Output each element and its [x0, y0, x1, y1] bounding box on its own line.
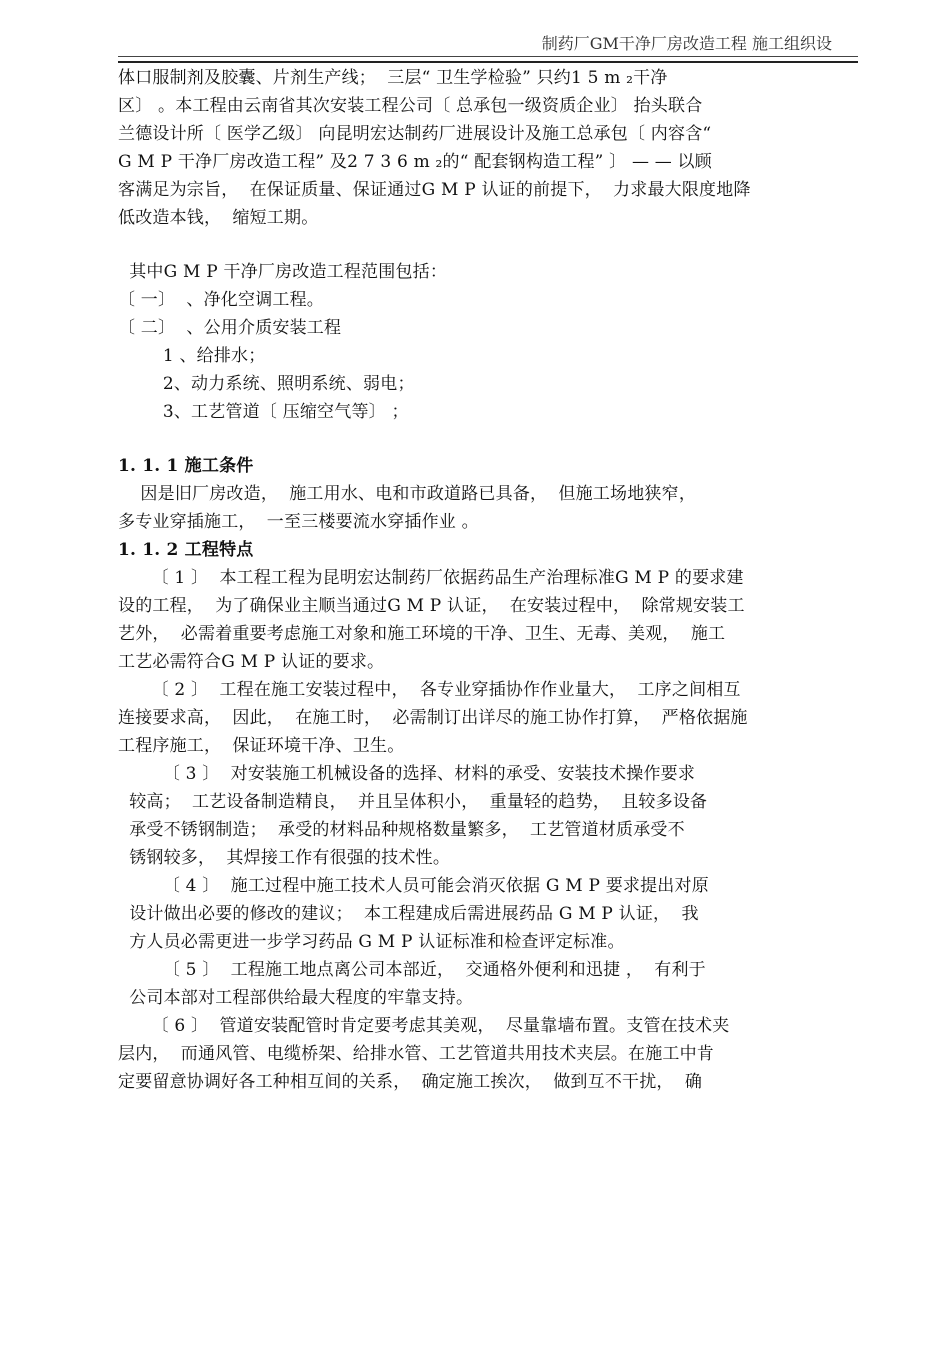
page-header — [0, 0, 950, 70]
paragraph-line: 层内， 而通风管、电缆桥架、给排水管、工艺管道共用技术夹层。在施工中肯 — [118, 1044, 715, 1064]
paragraph-line: 因是旧厂房改造， 施工用水、电和市政道路已具备， 但施工场地狭窄， — [118, 484, 697, 504]
scope-line: 〔 一〕 、净化空调工程。 — [118, 290, 325, 310]
scope-line: 其中G M P 干净厂房改造工程范围包括： — [118, 262, 448, 282]
paragraph-line: 〔 4 〕 施工过程中施工技术人员可能会消灭依据 G M P 要求提出对原 — [118, 876, 709, 896]
section-heading: 1. 1. 2 工程特点 — [118, 540, 254, 560]
header-title: 制药厂GM干净厂房改造工程 施工组织设 — [541, 34, 832, 53]
paragraph-line: 多专业穿插施工， 一至三楼要流水穿插作业 。 — [118, 512, 479, 532]
paragraph-line: 连接要求高， 因此， 在施工时， 必需制订出详尽的施工协作打算， 严格依据施 — [118, 708, 748, 728]
paragraph-line: 工艺必需符合G M P 认证的要求。 — [118, 652, 385, 672]
intro-line: 低改造本钱， 缩短工期。 — [118, 208, 319, 228]
intro-line: 兰德设计所〔 医学乙级〕 向昆明宏达制药厂进展设计及施工总承包〔 内容含“ — [118, 124, 712, 144]
intro-line: 客满足为宗旨， 在保证质量、保证通过G M P 认证的前提下， 力求最大限度地降 — [118, 180, 751, 200]
document-body — [118, 64, 840, 1096]
paragraph-line: 定要留意协调好各工种相互间的关系， 确定施工挨次， 做到互不干扰， 确 — [118, 1072, 703, 1092]
paragraph-line: 锈钢较多， 其焊接工作有很强的技术性。 — [118, 848, 451, 868]
paragraph-line: 工程序施工， 保证环境干净、卫生。 — [118, 736, 405, 756]
header-rule-thin — [118, 56, 858, 57]
section-heading: 1. 1. 1 施工条件 — [118, 456, 254, 476]
section-construction-conditions — [118, 452, 840, 536]
scope-line: 1 、给排水； — [118, 346, 266, 366]
scope-line: 3、工艺管道〔 压缩空气等〕 ； — [118, 402, 409, 422]
paragraph-line: 〔 6 〕 管道安装配管时肯定要考虑其美观， 尽量靠墙布置。支管在技术夹 — [118, 1016, 730, 1036]
intro-paragraph — [118, 64, 840, 232]
intro-line: 体口服制剂及胶囊、片剂生产线； 三层“ 卫生学检验” 只约1 5 m ₂干净 — [118, 68, 668, 88]
scope-list — [118, 258, 840, 426]
paragraph-line: 公司本部对工程部供给最大程度的牢靠支持。 — [118, 988, 474, 1008]
paragraph-line: 〔 3 〕 对安装施工机械设备的选择、材料的承受、安装技术操作要求 — [118, 764, 696, 784]
spacer — [118, 426, 840, 452]
paragraph-line: 设计做出必要的修改的建议； 本工程建成后需进展药品 G M P 认证， 我 — [118, 904, 699, 924]
paragraph-line: 〔 2 〕 工程在施工安装过程中， 各专业穿插协作作业量大， 工序之间相互 — [118, 680, 741, 700]
paragraph-line: 方人员必需更进一步学习药品 G M P 认证标准和检查评定标准。 — [118, 932, 625, 952]
intro-line: 区〕 。本工程由云南省其次安装工程公司〔 总承包一级资质企业〕 抬头联合 — [118, 96, 703, 116]
header-rule-thick — [118, 61, 858, 63]
section-project-features — [118, 536, 840, 1096]
paragraph-line: 承受不锈钢制造； 承受的材料品种规格数量繁多， 工艺管道材质承受不 — [118, 820, 685, 840]
paragraph-line: 艺外， 必需着重要考虑施工对象和施工环境的干净、卫生、无毒、美观， 施工 — [118, 624, 726, 644]
scope-line: 〔 二〕 、公用介质安装工程 — [118, 318, 342, 338]
paragraph-line: 〔 1 〕 本工程工程为昆明宏达制药厂依据药品生产治理标准G M P 的要求建 — [118, 568, 744, 588]
intro-line: G M P 干净厂房改造工程” 及2 7 3 6 m ₂的“ 配套钢构造工程” 〕 — — 以顾 — [118, 152, 712, 172]
paragraph-line: 较高； 工艺设备制造精良， 并且呈体积小， 重量轻的趋势， 且较多设备 — [118, 792, 708, 812]
paragraph-line: 〔 5 〕 工程施工地点离公司本部近， 交通格外便利和迅捷 ， 有利于 — [118, 960, 706, 980]
scope-line: 2、动力系统、照明系统、弱电； — [118, 374, 415, 394]
paragraph-line: 设的工程， 为了确保业主顺当通过G M P 认证， 在安装过程中， 除常规安装工 — [118, 596, 745, 616]
spacer — [118, 232, 840, 258]
